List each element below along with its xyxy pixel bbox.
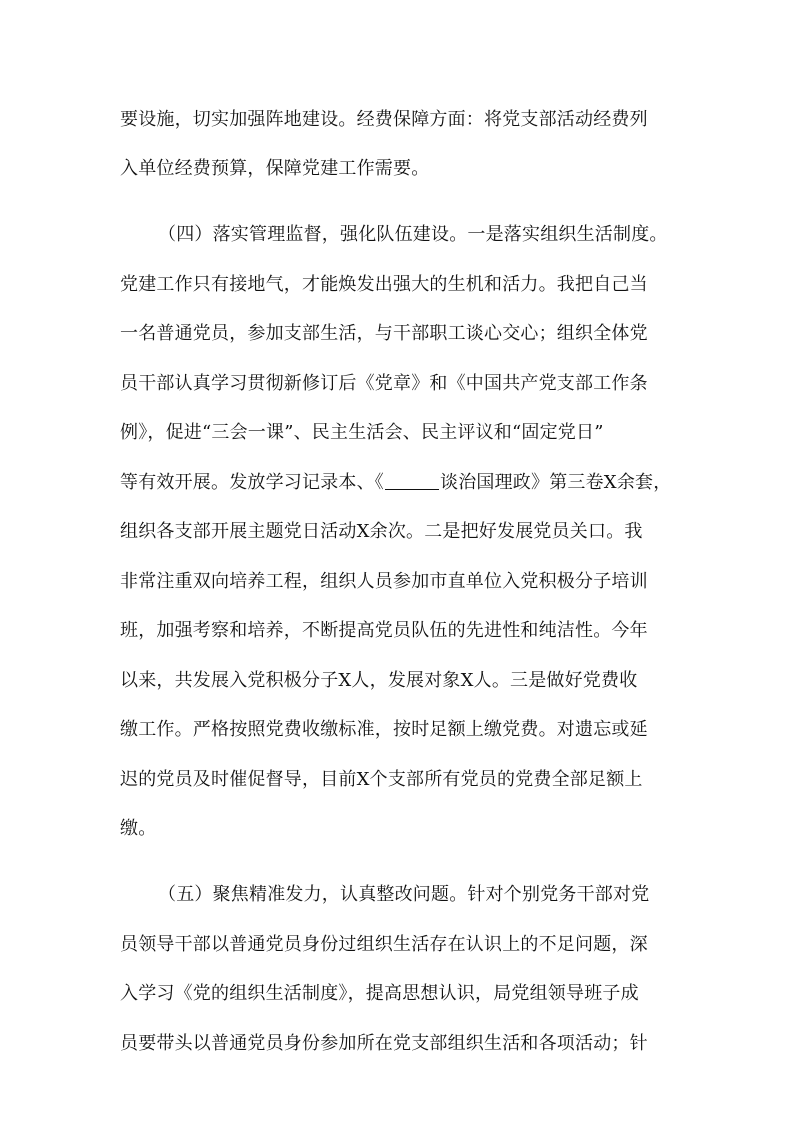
text-line-7: 例》，促进“三会一课”、民主生活会、民主评议和“固定党日” xyxy=(120,422,604,443)
text-line-10: 非常注重双向培养工程，组织人员参加市直单位入党积极分子培训 xyxy=(120,571,648,592)
text-line-18: 入学习《党的组织生活制度》，提高思想认识，局党组领导班子成 xyxy=(120,983,639,1004)
text-line-19: 员要带头以普通党员身份参加所在党支部组织生活和各项活动；针 xyxy=(120,1033,648,1054)
text-line-8-part-2: 谈治国理政》第三卷X余套， xyxy=(440,472,672,493)
blank-underline xyxy=(385,473,439,490)
text-line-12: 以来，共发展入党积极分子X人，发展对象X人。三是做好党费收 xyxy=(120,670,638,691)
section-5-heading-line: （五）聚焦精准发力，认真整改问题。针对个别党务干部对党 xyxy=(158,884,650,905)
text-line-8-part-1: 等有效开展。发放学习记录本、《 xyxy=(120,472,384,493)
text-line-14: 迟的党员及时催促督导，目前X个支部所有党员的党费全部足额上 xyxy=(120,769,643,790)
text-line-2: 入单位经费预算，保障党建工作需要。 xyxy=(120,158,430,179)
text-line-13: 缴工作。严格按照党费收缴标准，按时足额上缴党费。对遗忘或延 xyxy=(120,719,648,740)
text-line-8 xyxy=(120,471,671,495)
text-line-1: 要设施，切实加强阵地建设。经费保障方面：将党支部活动经费列 xyxy=(120,109,648,130)
section-4-heading-line: （四）落实管理监督，强化队伍建设。一是落实组织生活制度。 xyxy=(158,224,668,245)
text-line-17: 员领导干部以普通党员身份过组织生活存在认识上的不足问题，深 xyxy=(120,934,648,955)
text-line-9: 组织各支部开展主题党日活动X余次。二是把好发展党员关口。我 xyxy=(120,521,643,542)
text-line-5: 一名普通党员，参加支部生活，与干部职工谈心交心；组织全体党 xyxy=(120,323,648,344)
text-line-4: 党建工作只有接地气，才能焕发出强大的生机和活力。我把自己当 xyxy=(120,274,648,295)
text-line-11: 班，加强考察和培养，不断提高党员队伍的先进性和纯洁性。今年 xyxy=(120,620,648,641)
text-line-6: 员干部认真学习贯彻新修订后《党章》和《中国共产党支部工作条 xyxy=(120,373,648,394)
text-line-15: 缴。 xyxy=(120,818,157,839)
